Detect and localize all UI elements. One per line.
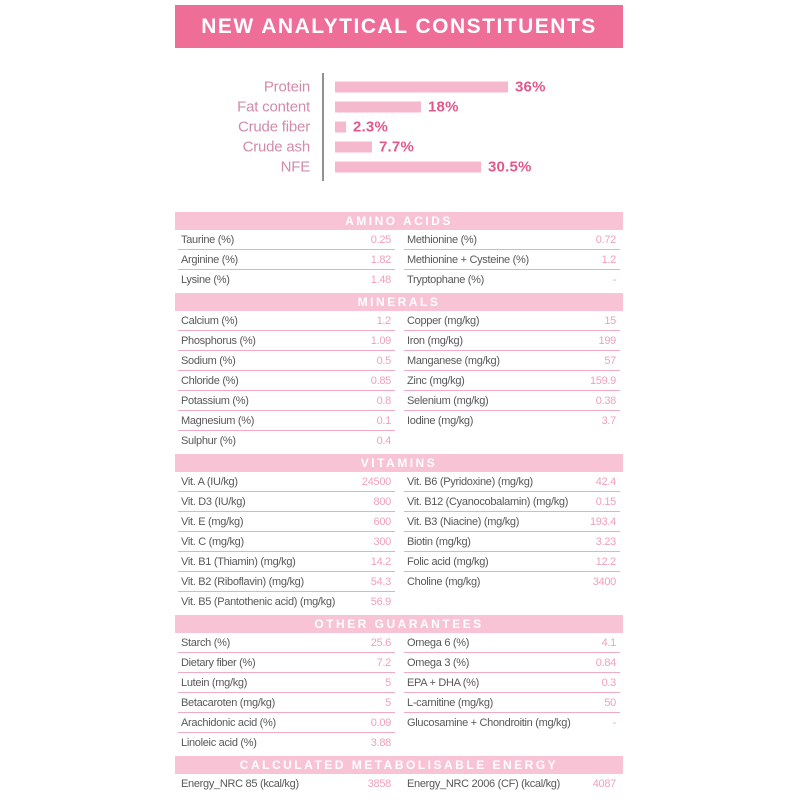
row-label: Vit. B6 (Pyridoxine) (mg/kg) — [407, 475, 533, 488]
table-row — [178, 512, 395, 532]
row-value: 3.23 — [595, 535, 616, 548]
row-value: 199 — [598, 334, 616, 347]
table-row — [178, 572, 395, 592]
row-label: Vit. C (mg/kg) — [181, 535, 244, 548]
table-row — [178, 633, 395, 653]
table-row — [404, 371, 620, 391]
chart-bar — [335, 102, 421, 113]
table-row — [404, 391, 620, 411]
row-value: 800 — [373, 495, 391, 508]
table-row — [404, 411, 620, 431]
row-value: 24500 — [361, 475, 391, 488]
table-column-right — [404, 633, 620, 753]
chart-category-label: Fat content — [237, 98, 310, 116]
row-value: 5 — [385, 676, 391, 689]
row-label: Energy_NRC 2006 (CF) (kcal/kg) — [407, 778, 560, 790]
chart-value-label: 18% — [428, 98, 459, 116]
row-value: 600 — [373, 515, 391, 528]
table-section — [175, 212, 623, 290]
page-title: NEW ANALYTICAL CONSTITUENTS — [175, 5, 623, 48]
table-row — [404, 693, 620, 713]
table-row — [404, 512, 620, 532]
table-row — [404, 250, 620, 270]
row-label: Vit. D3 (IU/kg) — [181, 495, 246, 508]
section-title: MINERALS — [175, 293, 623, 311]
chart-value-label: 2.3% — [353, 118, 388, 136]
table-row — [404, 230, 620, 250]
table-column-right — [404, 230, 620, 290]
table-section — [175, 615, 623, 753]
table-column-left — [178, 230, 395, 290]
row-label: Phosphorus (%) — [181, 334, 256, 347]
table-column-right — [404, 774, 620, 794]
chart-row — [175, 137, 623, 157]
row-value: 0.5 — [376, 354, 391, 367]
row-value: 1.2 — [601, 253, 616, 266]
row-value: 3400 — [592, 576, 616, 588]
table-section — [175, 293, 623, 451]
row-value: 0.3 — [601, 676, 616, 689]
chart-bar — [335, 142, 372, 153]
section-body — [175, 311, 623, 451]
row-value: 0.09 — [370, 716, 391, 729]
table-row — [404, 472, 620, 492]
row-label: Vit. B3 (Niacine) (mg/kg) — [407, 515, 520, 528]
row-value: 159.9 — [589, 374, 616, 387]
row-value: 15 — [604, 314, 616, 327]
chart-value-label: 30.5% — [488, 158, 532, 176]
chart-bar-group — [335, 139, 414, 156]
row-label: Manganese (mg/kg) — [407, 354, 500, 367]
row-value: 54.3 — [370, 575, 391, 588]
row-label: Arginine (%) — [181, 253, 238, 266]
row-label: Vit. A (IU/kg) — [181, 475, 238, 488]
table-row — [404, 774, 620, 794]
row-label: Glucosamine + Chondroitin (mg/kg) — [407, 717, 571, 729]
chart-bar — [335, 162, 481, 173]
row-label: Folic acid (mg/kg) — [407, 555, 489, 568]
row-label: Iodine (mg/kg) — [407, 415, 474, 427]
table-row — [178, 492, 395, 512]
table-column-left — [178, 311, 395, 451]
table-column-left — [178, 633, 395, 753]
row-label: Dietary fiber (%) — [181, 656, 256, 669]
row-label: Omega 6 (%) — [407, 636, 470, 649]
chart-bar-group — [335, 159, 532, 176]
row-label: Biotin (mg/kg) — [407, 535, 471, 548]
row-value: 7.2 — [376, 656, 391, 669]
chart-category-label: Protein — [263, 78, 310, 96]
table-row — [178, 391, 395, 411]
section-body — [175, 774, 623, 794]
table-row — [178, 250, 395, 270]
table-column-left — [178, 472, 395, 612]
row-label: Vit. B5 (Pantothenic acid) (mg/kg) — [181, 596, 336, 608]
row-label: Vit. B2 (Riboflavin) (mg/kg) — [181, 575, 304, 588]
analytical-constituents-bar-chart — [175, 77, 623, 177]
chart-row — [175, 117, 623, 137]
table-row — [178, 733, 395, 753]
table-row — [178, 230, 395, 250]
section-body — [175, 230, 623, 290]
table-row — [178, 431, 395, 451]
row-label: Copper (mg/kg) — [407, 314, 480, 327]
table-row — [178, 371, 395, 391]
table-row — [178, 592, 395, 612]
row-label: Iron (mg/kg) — [407, 334, 463, 347]
table-row — [404, 532, 620, 552]
table-row — [178, 713, 395, 733]
row-label: Lysine (%) — [181, 274, 230, 286]
table-row — [178, 311, 395, 331]
row-value: 3.88 — [370, 737, 391, 749]
row-value: 0.1 — [376, 414, 391, 427]
row-value: 300 — [373, 535, 391, 548]
table-row — [404, 270, 620, 290]
table-column-right — [404, 472, 620, 612]
table-row — [178, 532, 395, 552]
chart-bar-group — [335, 119, 388, 136]
content-column — [175, 5, 623, 794]
row-value: 193.4 — [589, 515, 616, 528]
table-row — [178, 270, 395, 290]
row-label: Potassium (%) — [181, 394, 249, 407]
table-section — [175, 756, 623, 794]
row-label: EPA + DHA (%) — [407, 676, 480, 689]
chart-category-label: Crude fiber — [237, 118, 310, 136]
section-body — [175, 472, 623, 612]
table-row — [404, 572, 620, 592]
row-value: 1.2 — [376, 314, 391, 327]
nutrient-tables — [175, 212, 623, 794]
row-label: Vit. B1 (Thiamin) (mg/kg) — [181, 555, 296, 568]
chart-bar-group — [335, 99, 459, 116]
table-column-left — [178, 774, 395, 794]
table-row — [178, 552, 395, 572]
table-row — [404, 311, 620, 331]
chart-row — [175, 97, 623, 117]
table-section — [175, 454, 623, 612]
row-label: Selenium (mg/kg) — [407, 394, 489, 407]
row-value: 0.84 — [595, 656, 616, 669]
row-label: Vit. B12 (Cyanocobalamin) (mg/kg) — [407, 495, 569, 508]
row-label: Choline (mg/kg) — [407, 576, 481, 588]
chart-bar — [335, 82, 508, 93]
row-value: 0.4 — [376, 435, 391, 447]
table-row — [404, 713, 620, 733]
table-row — [404, 492, 620, 512]
row-value: 12.2 — [595, 555, 616, 568]
row-label: Energy_NRC 85 (kcal/kg) — [181, 778, 299, 790]
row-value: 50 — [604, 696, 616, 709]
row-label: Methionine + Cysteine (%) — [407, 253, 529, 266]
chart-value-label: 7.7% — [379, 138, 414, 156]
row-value: 3.7 — [601, 415, 616, 427]
row-label: Betacaroten (mg/kg) — [181, 696, 275, 709]
row-value: 14.2 — [370, 555, 391, 568]
table-row — [178, 331, 395, 351]
table-row — [178, 774, 395, 794]
table-row — [404, 351, 620, 371]
row-value: 5 — [385, 696, 391, 709]
row-value: - — [612, 717, 616, 729]
row-label: Lutein (mg/kg) — [181, 676, 248, 689]
section-title: CALCULATED METABOLISABLE ENERGY — [175, 756, 623, 774]
row-label: Sodium (%) — [181, 354, 236, 367]
section-title: VITAMINS — [175, 454, 623, 472]
row-label: Linoleic acid (%) — [181, 737, 257, 749]
row-value: 0.25 — [370, 233, 391, 246]
row-value: 3858 — [367, 778, 391, 790]
section-title: AMINO ACIDS — [175, 212, 623, 230]
row-value: 56.9 — [370, 596, 391, 608]
row-label: Vit. E (mg/kg) — [181, 515, 244, 528]
row-value: 0.15 — [595, 495, 616, 508]
row-value: 0.38 — [595, 394, 616, 407]
table-row — [404, 552, 620, 572]
row-label: L-carnitine (mg/kg) — [407, 696, 493, 709]
table-column-right — [404, 311, 620, 451]
chart-category-label: NFE — [280, 158, 310, 176]
bar-chart-rows — [175, 77, 623, 177]
row-value: 25.6 — [370, 636, 391, 649]
row-label: Tryptophane (%) — [407, 274, 485, 286]
row-value: - — [612, 274, 616, 286]
row-value: 57 — [604, 354, 616, 367]
table-row — [178, 693, 395, 713]
table-row — [178, 653, 395, 673]
chart-bar — [335, 122, 346, 133]
section-title: OTHER GUARANTEES — [175, 615, 623, 633]
chart-value-label: 36% — [515, 78, 546, 96]
row-value: 0.72 — [595, 233, 616, 246]
chart-category-label: Crude ash — [242, 138, 310, 156]
row-value: 1.82 — [370, 253, 391, 266]
row-value: 1.48 — [370, 274, 391, 286]
row-label: Zinc (mg/kg) — [407, 374, 465, 387]
table-row — [404, 633, 620, 653]
row-label: Omega 3 (%) — [407, 656, 470, 669]
section-body — [175, 633, 623, 753]
row-value: 42.4 — [595, 475, 616, 488]
chart-bar-group — [335, 79, 546, 96]
row-label: Methionine (%) — [407, 233, 477, 246]
row-value: 4087 — [592, 778, 616, 790]
row-label: Starch (%) — [181, 636, 230, 649]
table-row — [178, 472, 395, 492]
row-value: 0.85 — [370, 374, 391, 387]
row-value: 1.09 — [370, 334, 391, 347]
row-label: Calcium (%) — [181, 314, 238, 327]
table-row — [404, 673, 620, 693]
row-label: Arachidonic acid (%) — [181, 716, 276, 729]
table-row — [404, 653, 620, 673]
table-row — [178, 411, 395, 431]
row-value: 4.1 — [601, 636, 616, 649]
chart-row — [175, 157, 623, 177]
table-row — [178, 673, 395, 693]
table-row — [178, 351, 395, 371]
row-label: Magnesium (%) — [181, 414, 255, 427]
row-value: 0.8 — [376, 394, 391, 407]
chart-row — [175, 77, 623, 97]
table-row — [404, 331, 620, 351]
row-label: Taurine (%) — [181, 233, 234, 246]
row-label: Sulphur (%) — [181, 435, 236, 447]
row-label: Chloride (%) — [181, 374, 239, 387]
